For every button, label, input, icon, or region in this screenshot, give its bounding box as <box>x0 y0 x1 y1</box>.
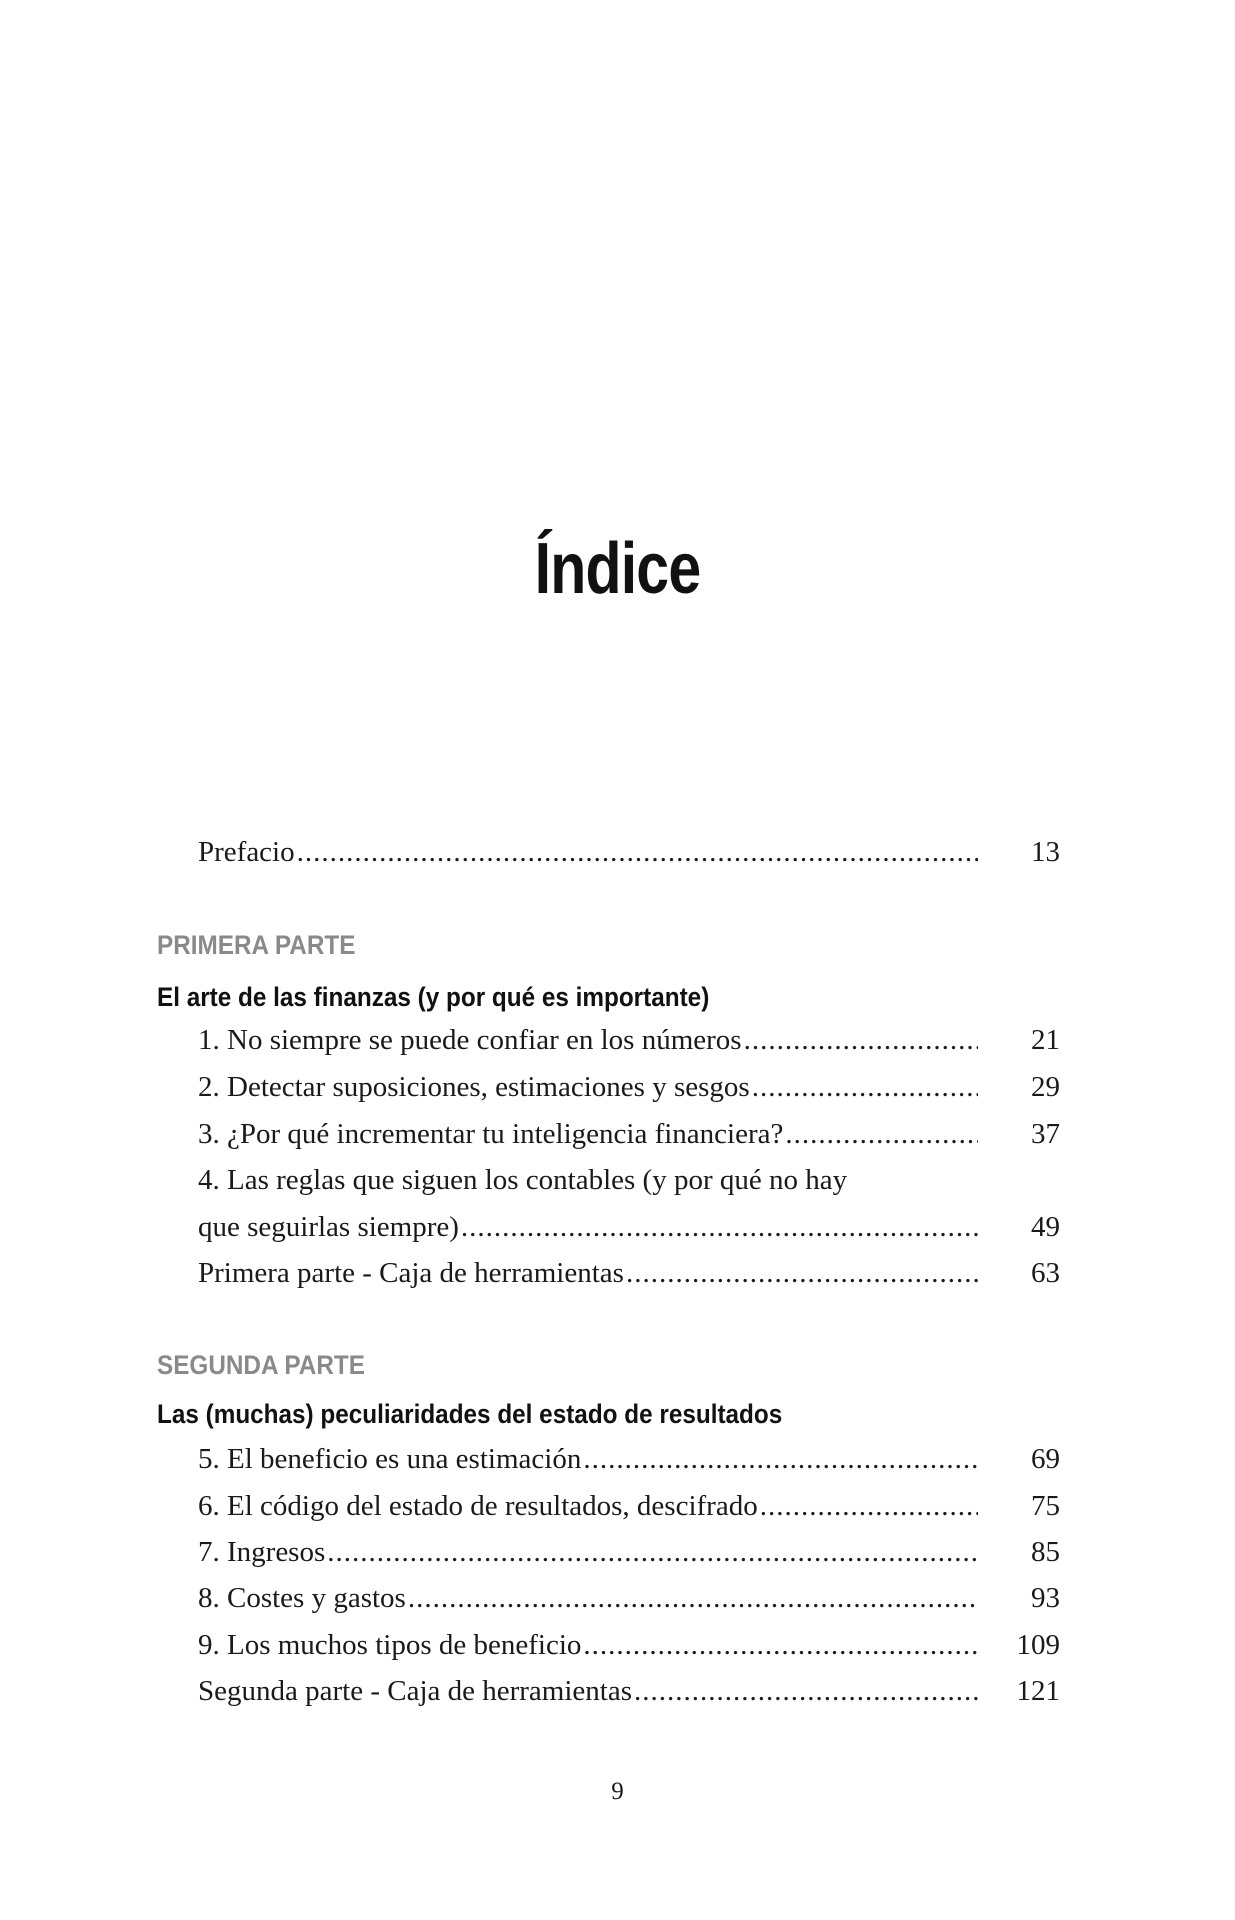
dot-leader <box>760 1490 978 1523</box>
toc-entry <box>198 1071 1060 1111</box>
page-title: Índice <box>534 529 701 609</box>
toc-entry <box>198 1629 1060 1669</box>
dot-leader <box>461 1211 978 1244</box>
toc-entry-page: 109 <box>1016 1629 1060 1661</box>
toc-entry-label: 5. El beneficio es una estimación <box>198 1443 582 1475</box>
dot-leader <box>785 1118 978 1151</box>
dot-leader <box>744 1024 978 1057</box>
part-title: Las (muchas) peculiaridades del estado de resultados <box>157 1399 783 1429</box>
toc-entry-label: 6. El código del estado de resultados, descifrado <box>198 1490 758 1522</box>
toc-entry <box>198 1536 1060 1576</box>
toc-entry-label: Primera parte - Caja de herramientas <box>198 1257 624 1289</box>
toc-entry-page: 93 <box>1031 1582 1060 1614</box>
toc-entry-page: 69 <box>1031 1443 1060 1475</box>
toc-entry <box>198 1443 1060 1483</box>
dot-leader <box>634 1675 978 1708</box>
toc-entry-page: 29 <box>1031 1071 1060 1103</box>
toc-entry <box>198 1582 1060 1622</box>
part-label: PRIMERA PARTE <box>157 930 356 960</box>
dot-leader <box>583 1443 978 1476</box>
toc-entry-label: 8. Costes y gastos <box>198 1582 406 1614</box>
toc-entry-label: que seguirlas siempre) <box>198 1211 459 1243</box>
toc-entry-label: Segunda parte - Caja de herramientas <box>198 1675 633 1707</box>
dot-leader <box>327 1536 978 1569</box>
dot-leader <box>297 836 978 869</box>
toc-entry <box>198 1490 1060 1530</box>
page-number: 9 <box>611 1778 624 1805</box>
toc-entry-page: 37 <box>1031 1118 1060 1150</box>
toc-entry-label: 7. Ingresos <box>198 1536 326 1568</box>
toc-entry-page: 75 <box>1031 1490 1060 1522</box>
toc-entry <box>198 1118 1060 1158</box>
toc-entry-page: 85 <box>1031 1536 1060 1568</box>
toc-entry-prefacio <box>198 836 1060 876</box>
toc-entry <box>198 1211 1060 1251</box>
dot-leader <box>752 1071 978 1104</box>
toc-entry-page: 121 <box>1016 1675 1060 1707</box>
toc-entry-label-line1: 4. Las reglas que siguen los contables (y por qué no hay <box>198 1164 848 1196</box>
dot-leader <box>626 1257 978 1290</box>
part-title: El arte de las finanzas (y por qué es importante) <box>157 982 710 1012</box>
toc-entry-page: 63 <box>1031 1257 1060 1289</box>
toc-entry-label: 1. No siempre se puede confiar en los números <box>198 1024 742 1056</box>
toc-entry-label: Prefacio <box>198 836 295 868</box>
toc-entry-page: 13 <box>1031 836 1060 868</box>
toc-entry-label: 3. ¿Por qué incrementar tu inteligencia financiera? <box>198 1118 784 1150</box>
part-label: SEGUNDA PARTE <box>157 1350 365 1380</box>
toc-entry-page: 21 <box>1031 1024 1060 1056</box>
toc-entry <box>198 1024 1060 1064</box>
toc-entry-label: 9. Los muchos tipos de beneficio <box>198 1629 582 1661</box>
toc-entry-label: 2. Detectar suposiciones, estimaciones y sesgos <box>198 1071 750 1103</box>
dot-leader <box>408 1582 978 1615</box>
dot-leader <box>583 1629 978 1662</box>
toc-entry <box>198 1675 1060 1715</box>
toc-entry <box>198 1257 1060 1297</box>
toc-entry-page: 49 <box>1031 1211 1060 1243</box>
